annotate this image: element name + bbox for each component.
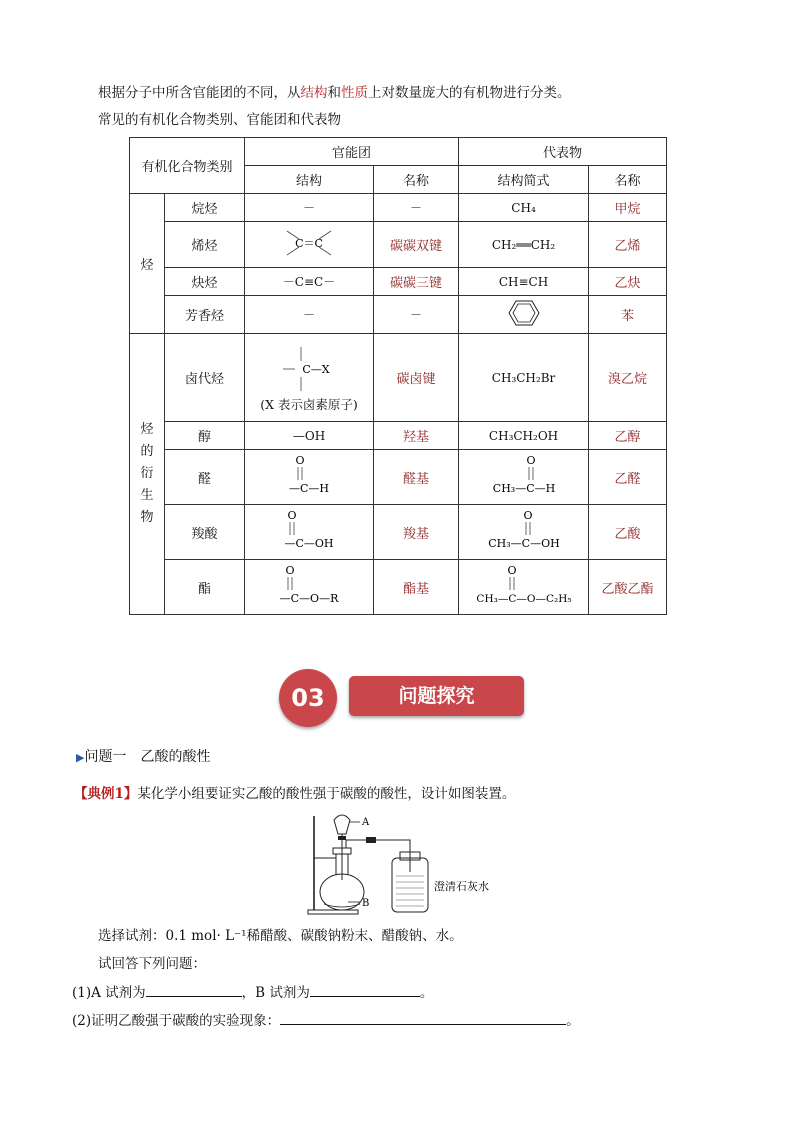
class-cell: 烯烃 [165,222,245,268]
class-cell: 卤代烃 [165,334,245,422]
label-b: B [362,898,370,909]
answer-blank-b[interactable] [310,982,420,997]
group-derivative [130,334,165,615]
prompt-line: 试回答下列问题： [98,956,206,972]
separatory-funnel [334,815,350,834]
fg-name-cell: 羧基 [374,505,459,560]
q1-text-a: (1)A 试剂为 [72,985,146,1001]
carbonyl-oxygen: O [526,454,536,467]
rep-name-cell: 乙烯 [589,222,667,268]
table-caption: 常见的有机化合物类别、官能团和代表物 [98,112,341,128]
formula-cell [459,296,589,334]
ester-group-diagram [254,563,364,607]
formula-cell: CH₂══CH₂ [459,222,589,268]
example-text: 某化学小组要证实乙酸的酸性强于碳酸的酸性，设计如图装置。 [137,786,516,802]
limewater-liquid [396,876,424,906]
triangle-marker-icon: ▶ [76,751,85,764]
formula-cell [459,450,589,505]
reagents-line: 选择试剂：0.1 mol· L⁻¹稀醋酸、碳酸钠粉末、醋酸钠、水。 [98,928,463,944]
group-derivative-char: 烃 [140,422,154,437]
q2-text: (2)证明乙酸强于碳酸的实验现象： [72,1013,281,1029]
formula-cell [459,560,589,615]
class-cell: 羧酸 [165,505,245,560]
answer-blank-a[interactable] [146,982,242,997]
q2-end: 。 [566,1013,580,1029]
fg-name-cell: 醛基 [374,450,459,505]
header-representative: 代表物 [459,138,667,166]
carbonyl-oxygen: O [295,454,305,467]
keyword-structure: 结构 [300,85,328,101]
fg-name-cell: 酯基 [374,560,459,615]
acetaldehyde-formula-diagram [464,453,584,497]
rep-name-cell: 乙酸 [589,505,667,560]
fg-name-cell: 碳碳双键 [374,222,459,268]
formula-cell: CH≡CH [459,268,589,296]
label-limewater: 澄清石灰水 [434,880,489,893]
header-name: 名称 [374,166,459,194]
question-heading [76,748,210,767]
header-structure: 结构 [245,166,374,194]
question-heading-text: 问题一 乙酸的酸性 [84,749,211,765]
haloalkane-structure-text: C—X [302,362,330,376]
acetaldehyde-formula-text: CH₃—C—H [492,482,555,495]
functional-group-table [129,137,667,615]
structure-cell: － [245,296,374,334]
intro-line-1 [98,84,571,102]
apparatus-figure [300,810,500,920]
rep-name-cell: 乙炔 [589,268,667,296]
group-derivative-char: 物 [140,510,154,525]
alkene-structure-diagram [279,225,339,261]
header-rep-name: 名称 [589,166,667,194]
acetic-acid-formula-diagram [462,508,586,552]
class-cell: 酯 [165,560,245,615]
header-functional-group: 官能团 [245,138,459,166]
group-derivative-char: 的 [140,444,154,459]
ethyl-acetate-formula-text: CH₃—C—O—C₂H₅ [475,593,572,605]
section-title-banner: 问题探究 [349,676,524,716]
benzene-ring-icon [501,298,547,328]
haloalkane-structure-diagram [269,343,349,395]
label-a: A [362,817,370,828]
header-category: 有机化合物类别 [130,138,245,194]
structure-cell [245,222,374,268]
fg-name-cell: － [374,194,459,222]
carboxyl-group-diagram [259,508,359,552]
keyword-property: 性质 [341,85,368,101]
rep-name-cell: 乙酸乙酯 [589,560,667,615]
carbonyl-oxygen: O [287,509,297,522]
structure-cell [245,334,374,422]
ester-structure-text: —C—O—R [279,592,339,605]
class-cell: 芳香烃 [165,296,245,334]
intro-text: 根据分子中所含官能团的不同，从 [98,85,301,101]
structure-cell: —OH [245,422,374,450]
rep-name-cell: 苯 [589,296,667,334]
rep-name-cell: 乙醛 [589,450,667,505]
formula-cell [459,505,589,560]
answer-blank-phenomenon[interactable] [280,1010,566,1025]
ethyl-acetate-formula-diagram [460,563,588,607]
question-1 [72,982,433,1002]
formula-cell: CH₃CH₂OH [459,422,589,450]
structure-note: (X 表示卤素原子) [260,396,358,412]
aldehyde-structure-text: —C—H [289,482,330,495]
structure-cell: － [245,194,374,222]
class-cell: 醛 [165,450,245,505]
question-2 [72,1010,580,1030]
fg-name-cell: 碳碳三键 [374,268,459,296]
group-hydrocarbon: 烃 [130,194,165,334]
structure-cell: －C≡C－ [245,268,374,296]
stand-base [308,910,358,914]
fg-name-cell: － [374,296,459,334]
class-cell: 炔烃 [165,268,245,296]
section-number-badge: 03 [279,669,337,727]
tube-connector [366,837,376,843]
group-derivative-char: 衍 [140,466,154,481]
header-formula: 结构简式 [459,166,589,194]
rep-name-cell: 甲烷 [589,194,667,222]
rep-name-cell: 乙醇 [589,422,667,450]
aldehyde-group-diagram [264,453,354,497]
group-derivative-char: 生 [140,488,154,503]
structure-cell [245,560,374,615]
carboxyl-structure-text: —C—OH [284,537,334,550]
example-line [74,785,515,803]
intro-text: 和 [327,85,341,101]
carbonyl-oxygen: O [285,564,295,577]
acetic-acid-formula-text: CH₃—C—OH [487,537,560,550]
funnel-stopcock [338,836,346,840]
example-tag: 【典例1】 [74,786,138,802]
intro-text: 上对数量庞大的有机物进行分类。 [368,85,571,101]
q1-end: 。 [419,985,434,1001]
class-cell: 烷烃 [165,194,245,222]
carbonyl-oxygen: O [523,509,533,522]
alkene-structure-text: C＝C [295,236,323,250]
structure-cell [245,450,374,505]
formula-cell: CH₄ [459,194,589,222]
rep-name-cell: 溴乙烷 [589,334,667,422]
class-cell: 醇 [165,422,245,450]
fg-name-cell: 羟基 [374,422,459,450]
q1-text-b: ，B 试剂为 [241,985,310,1001]
structure-cell [245,505,374,560]
fg-name-cell: 碳卤键 [374,334,459,422]
formula-cell: CH₃CH₂Br [459,334,589,422]
carbonyl-oxygen: O [507,564,517,577]
